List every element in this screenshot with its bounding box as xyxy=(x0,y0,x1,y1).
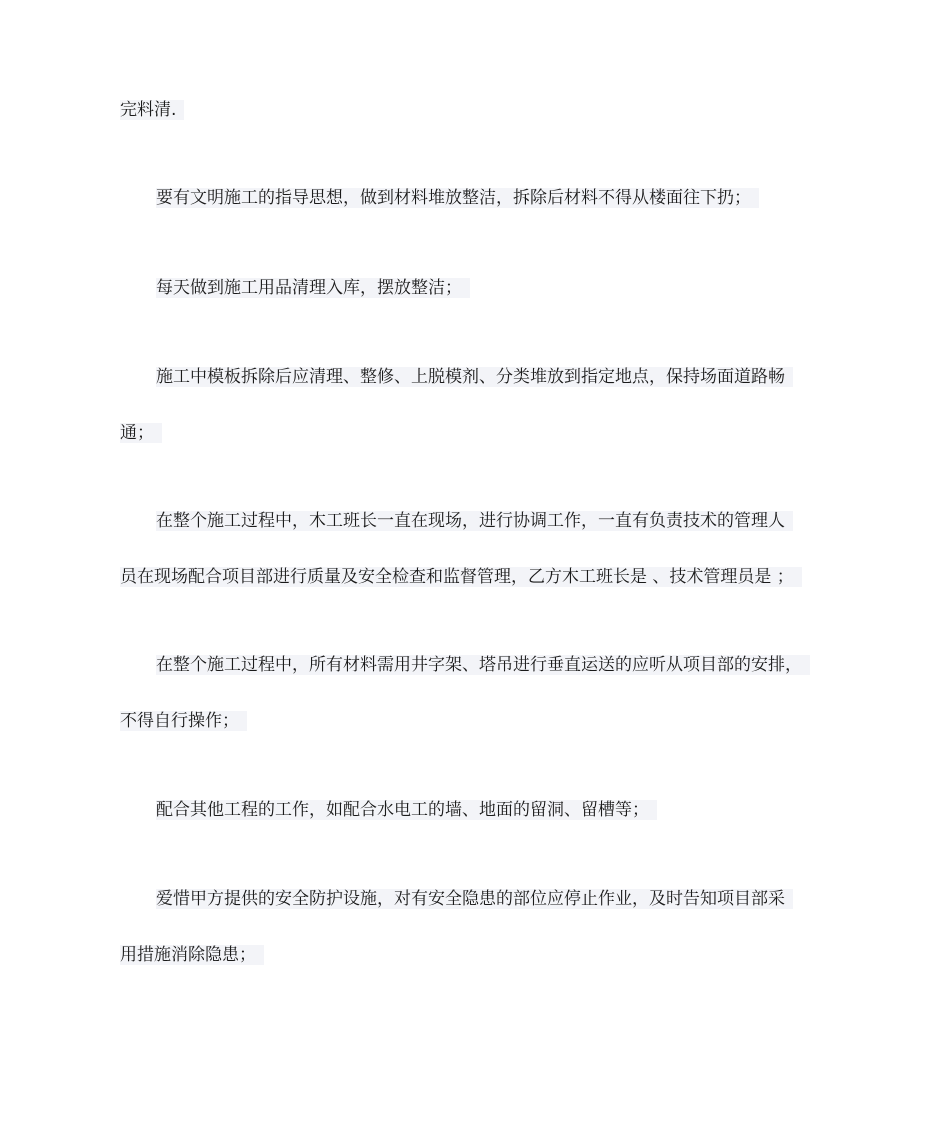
line-text: 通； xyxy=(120,423,162,443)
line-text: 爱惜甲方提供的安全防护设施，对有安全隐患的部位应停止作业，及时告知项目部采 xyxy=(156,889,793,909)
paragraph-line xyxy=(156,364,793,390)
paragraph-line xyxy=(156,275,470,301)
text-line xyxy=(120,420,162,446)
line-text: 完料清. xyxy=(120,100,184,120)
line-text: 员在现场配合项目部进行质量及安全检查和监督管理，乙方木工班长是 、技术管理员是 ； xyxy=(120,567,802,587)
line-text: 施工中模板拆除后应清理、整修、上脱模剂、分类堆放到指定地点，保持场面道路畅 xyxy=(156,367,793,387)
line-text: 在整个施工过程中，木工班长一直在现场，进行协调工作，一直有负责技术的管理人 xyxy=(156,511,793,531)
text-line xyxy=(120,942,264,968)
line-text: 在整个施工过程中，所有材料需用井字架、塔吊进行垂直运送的应听从项目部的安排， xyxy=(156,655,810,675)
paragraph-line xyxy=(156,886,793,912)
line-text: 不得自行操作； xyxy=(120,711,247,731)
text-line xyxy=(120,97,184,123)
paragraph-line xyxy=(156,185,759,211)
paragraph-line xyxy=(156,508,793,534)
line-text: 每天做到施工用品清理入库，摆放整洁； xyxy=(156,278,470,298)
line-text: 用措施消除隐患； xyxy=(120,945,264,965)
paragraph-line xyxy=(156,797,657,823)
text-line xyxy=(120,564,802,590)
line-text: 配合其他工程的工作，如配合水电工的墙、地面的留洞、留槽等； xyxy=(156,800,657,820)
line-text: 要有文明施工的指导思想，做到材料堆放整洁，拆除后材料不得从楼面往下扔； xyxy=(156,188,759,208)
paragraph-line xyxy=(156,652,810,678)
text-line xyxy=(120,708,247,734)
